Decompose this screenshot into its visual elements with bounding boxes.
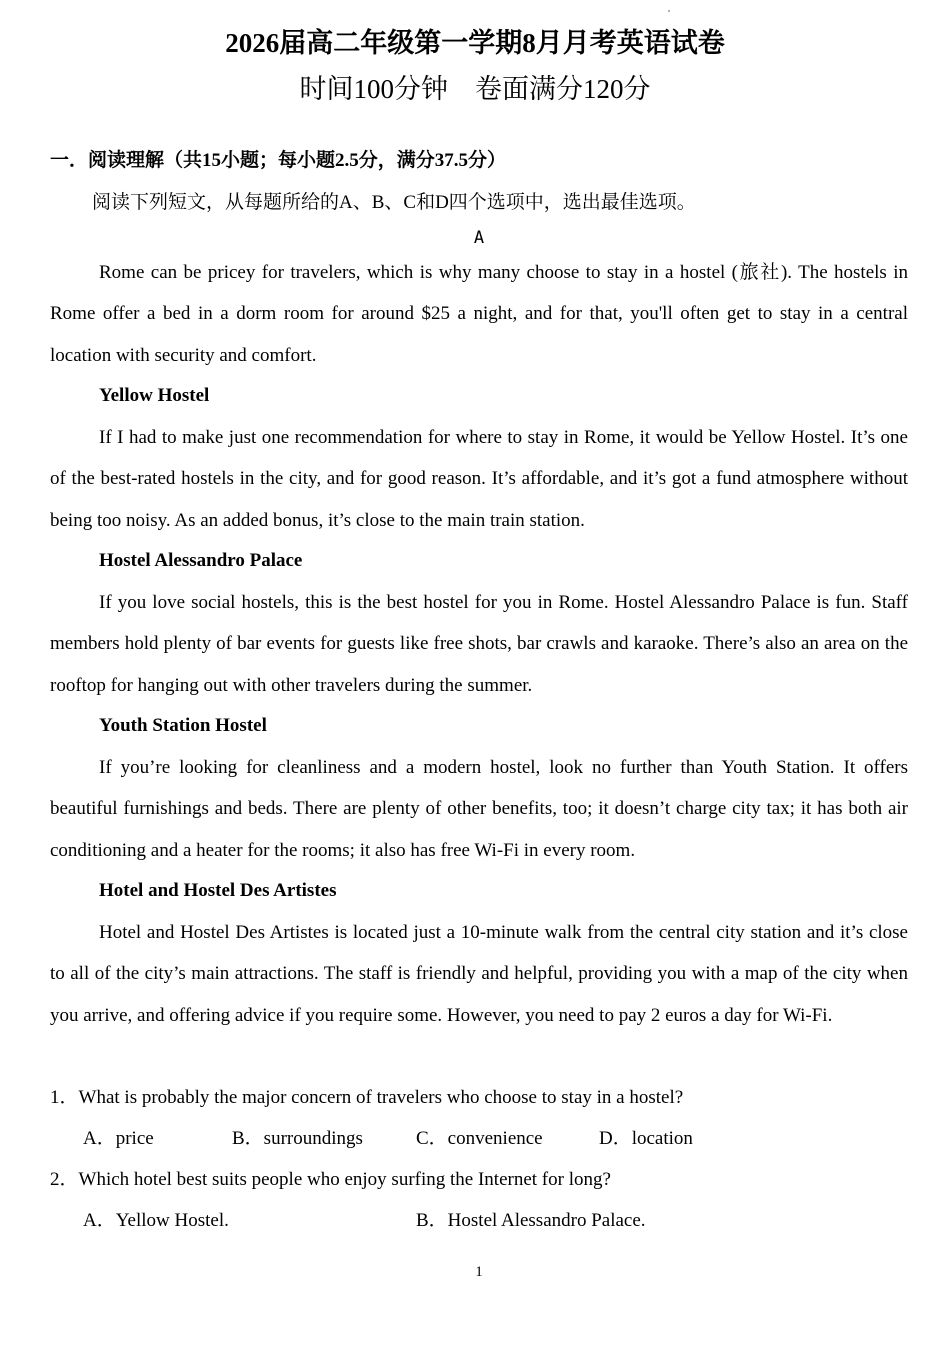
question-1-option-d: D．location [599,1128,693,1149]
question-1-option-a: A．price [83,1128,154,1149]
passage-intro: Rome can be pricey for travelers, which is why many choose to stay in a hostel (旅社). The hostels in Rome offer a bed in a dorm room for around $25 a night, and for that, you'll often get to stay in a central location with security and comfort. [50,262,908,366]
question-2-text: Which hotel best suits people who enjoy surfing the Internet for long? [78,1169,611,1190]
hostel-description-youth-station: If you’re looking for cleanliness and a modern hostel, look no further than Youth Station. It offers beautiful furnishings and beds. There are plenty of other benefits, too; it doesn’t charge city tax; it has both air conditioning and a heater for the rooms; it also has free Wi-Fi in every room. [50,757,908,861]
hostel-description-alessandro: If you love social hostels, this is the best hostel for you in Rome. Hostel Alessandro Palace is fun. Staff members hold plenty of bar events for guests like free shots, bar crawls and karaoke. There’s also an area on the rooftop for hanging out with other travelers during the summer. [50,592,908,696]
question-2 [50,1165,611,1195]
hostel-heading-youth-station: Youth Station Hostel [99,715,267,736]
question-2-option-b: B．Hostel Alessandro Palace. [416,1210,646,1231]
exam-time-and-score: 时间100分钟 卷面满分120分 [299,74,651,104]
question-1-option-c: C．convenience [416,1128,543,1149]
hostel-description-yellow: If I had to make just one recommendation for where to stay in Rome, it would be Yellow Hostel. It’s one of the best-rated hostels in the city, and for good reason. It’s affordable, and it’s got a fund atmosphere without being too noisy. As an added bonus, it’s close to the main train station. [50,427,908,531]
section-heading: 一．阅读理解（共15小题；每小题2.5分，满分37.5分） [50,150,507,171]
hostel-heading-alessandro: Hostel Alessandro Palace [99,550,303,571]
hostel-heading-des-artistes: Hotel and Hostel Des Artistes [99,880,337,901]
passage-label: A [473,228,485,248]
section-instruction: 阅读下列短文，从每题所给的A、B、C和D四个选项中，选出最佳选项。 [92,192,696,213]
question-1 [50,1083,683,1113]
question-1-number: 1． [50,1087,79,1108]
hostel-description-des-artistes: Hotel and Hostel Des Artistes is located just a 10-minute walk from the central city station and it’s close to all of the city’s main attractions. The staff is friendly and helpful, providing you with a map of the city when you arrive, and offering advice if you require some. However, you need to pay 2 euros a day for Wi-Fi. [50,922,908,1026]
page-number: 1 [475,1264,483,1280]
question-2-option-a: A．Yellow Hostel. [83,1210,229,1231]
hostel-heading-yellow: Yellow Hostel [99,385,210,406]
stray-dot-mark [668,10,670,12]
question-2-number: 2． [50,1169,79,1190]
exam-title: 2026届高二年级第一学期8月月考英语试卷 [225,28,725,58]
question-1-option-b: B．surroundings [232,1128,363,1149]
question-1-text: What is probably the major concern of travelers who choose to stay in a hostel? [78,1087,684,1108]
